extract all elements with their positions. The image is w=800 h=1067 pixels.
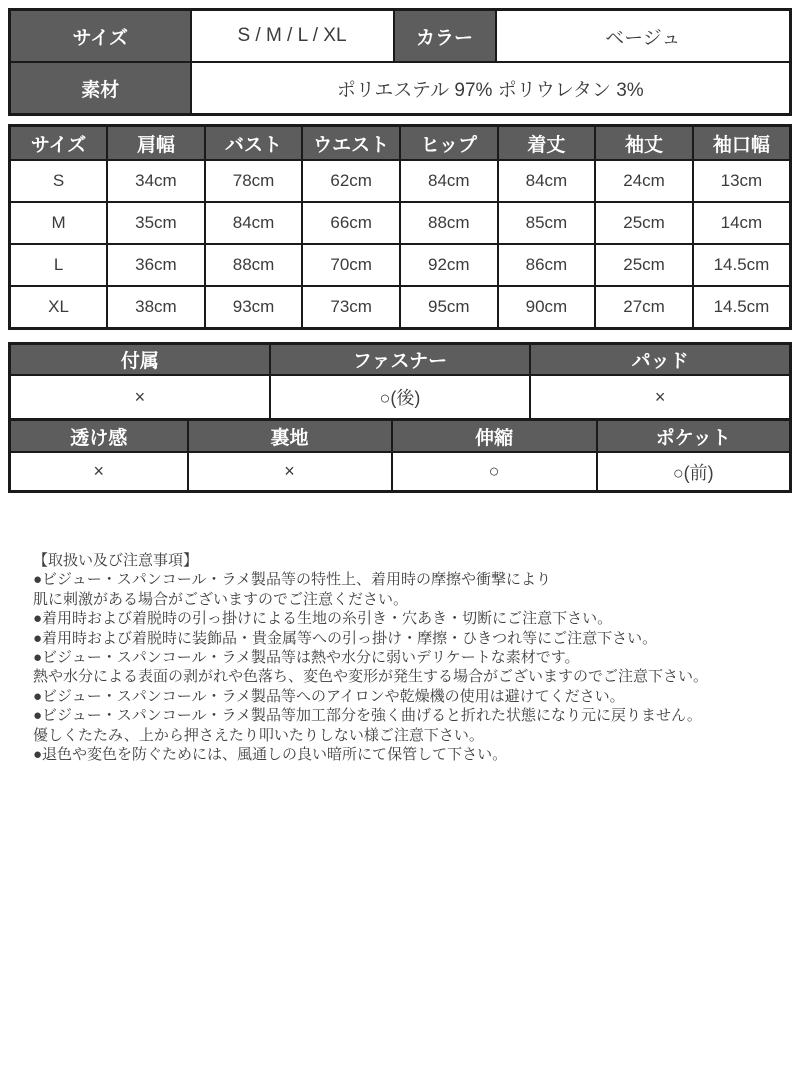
size-value-cell: S / M / L / XL	[191, 10, 394, 63]
care-note-line: ●ビジュー・スパンコール・ラメ製品等は熱や水分に弱いデリケートな素材です。	[33, 649, 580, 667]
care-note-line: 熱や水分による表面の剥がれや色落ち、変色や変形が発生する場合がございますのでご注意下さい。	[33, 668, 709, 686]
care-note-line: ●着用時および着脱時に装飾品・貴金属等への引っ掛け・摩擦・ひきつれ等にご注意下さい。	[33, 629, 658, 647]
size-chart-header-row	[10, 126, 791, 161]
measure-cell: 27cm	[595, 286, 693, 329]
measure-cell: 73cm	[302, 286, 400, 329]
size-chart-table	[8, 124, 792, 330]
column-header: ファスナー	[270, 344, 530, 376]
measure-cell: 93cm	[205, 286, 303, 329]
features1-header-row	[10, 344, 791, 376]
column-header: ウエスト	[302, 126, 400, 161]
material-label-cell: 素材	[10, 62, 191, 115]
feature-value-cell: ×	[188, 452, 392, 492]
measure-cell: 36cm	[107, 244, 205, 286]
measure-cell: 84cm	[400, 160, 498, 202]
column-header: ヒップ	[400, 126, 498, 161]
measure-cell: 84cm	[205, 202, 303, 244]
care-note-line: ●ビジュー・スパンコール・ラメ製品等の特性上、着用時の摩擦や衝撃により	[33, 571, 552, 589]
table-row	[10, 202, 791, 244]
care-note-line: ●ビジュー・スパンコール・ラメ製品等加工部分を強く曲げると折れた状態になり元に戻りません。	[33, 707, 702, 725]
measure-cell: 88cm	[400, 202, 498, 244]
measure-cell: 38cm	[107, 286, 205, 329]
color-value-cell: ベージュ	[496, 10, 791, 63]
column-header: 袖丈	[595, 126, 693, 161]
size-cell: L	[10, 244, 108, 286]
table-row	[10, 286, 791, 329]
features-table-2	[8, 418, 792, 493]
measure-cell: 66cm	[302, 202, 400, 244]
table-row	[10, 375, 791, 420]
features-table-1	[8, 342, 792, 421]
column-header: パッド	[530, 344, 790, 376]
feature-value-cell: ×	[10, 452, 188, 492]
measure-cell: 25cm	[595, 244, 693, 286]
care-note-line: 優しくたたみ、上から押さえたり叩いたりしない様ご注意下さい。	[33, 726, 484, 744]
size-cell: S	[10, 160, 108, 202]
features2-header-row	[10, 420, 791, 453]
column-header: 袖口幅	[693, 126, 791, 161]
care-notes	[8, 551, 792, 764]
table-row	[10, 160, 791, 202]
column-header: 肩幅	[107, 126, 205, 161]
care-note-line: ●ビジュー・スパンコール・ラメ製品等へのアイロンや乾燥機の使用は避けてください。	[33, 687, 625, 705]
measure-cell: 13cm	[693, 160, 791, 202]
measure-cell: 14.5cm	[693, 244, 791, 286]
table-row	[10, 244, 791, 286]
feature-value-cell: ×	[530, 375, 790, 420]
measure-cell: 92cm	[400, 244, 498, 286]
feature-value-cell: ○	[392, 452, 597, 492]
table-row	[10, 62, 791, 115]
measure-cell: 95cm	[400, 286, 498, 329]
spec-summary-table	[8, 8, 792, 116]
column-header: 透け感	[10, 420, 188, 453]
size-label-cell: サイズ	[10, 10, 191, 63]
column-header: 着丈	[498, 126, 596, 161]
care-notes-title: 【取扱い及び注意事項】	[33, 552, 199, 569]
care-note-line: ●着用時および着脱時の引っ掛けによる生地の糸引き・穴あき・切断にご注意下さい。	[33, 610, 613, 628]
feature-value-cell: ○(前)	[597, 452, 791, 492]
column-header: 裏地	[188, 420, 392, 453]
material-value-cell: ポリエステル 97% ポリウレタン 3%	[191, 62, 791, 115]
measure-cell: 14cm	[693, 202, 791, 244]
measure-cell: 78cm	[205, 160, 303, 202]
feature-value-cell: ○(後)	[270, 375, 530, 420]
size-cell: M	[10, 202, 108, 244]
table-row	[10, 10, 791, 63]
column-header: ポケット	[597, 420, 791, 453]
measure-cell: 70cm	[302, 244, 400, 286]
measure-cell: 85cm	[498, 202, 596, 244]
care-note-line: ●退色や変色を防ぐためには、風通しの良い暗所にて保管して下さい。	[33, 746, 508, 764]
measure-cell: 34cm	[107, 160, 205, 202]
measure-cell: 84cm	[498, 160, 596, 202]
color-label-cell: カラー	[394, 10, 496, 63]
column-header: サイズ	[10, 126, 108, 161]
measure-cell: 88cm	[205, 244, 303, 286]
measure-cell: 35cm	[107, 202, 205, 244]
measure-cell: 14.5cm	[693, 286, 791, 329]
measure-cell: 90cm	[498, 286, 596, 329]
size-cell: XL	[10, 286, 108, 329]
measure-cell: 25cm	[595, 202, 693, 244]
table-row	[10, 452, 791, 492]
care-note-line: 肌に刺激がある場合がございますのでご注意ください。	[33, 590, 409, 608]
measure-cell: 86cm	[498, 244, 596, 286]
column-header: 伸縮	[392, 420, 597, 453]
column-header: 付属	[10, 344, 270, 376]
measure-cell: 62cm	[302, 160, 400, 202]
measure-cell: 24cm	[595, 160, 693, 202]
column-header: バスト	[205, 126, 303, 161]
feature-value-cell: ×	[10, 375, 270, 420]
